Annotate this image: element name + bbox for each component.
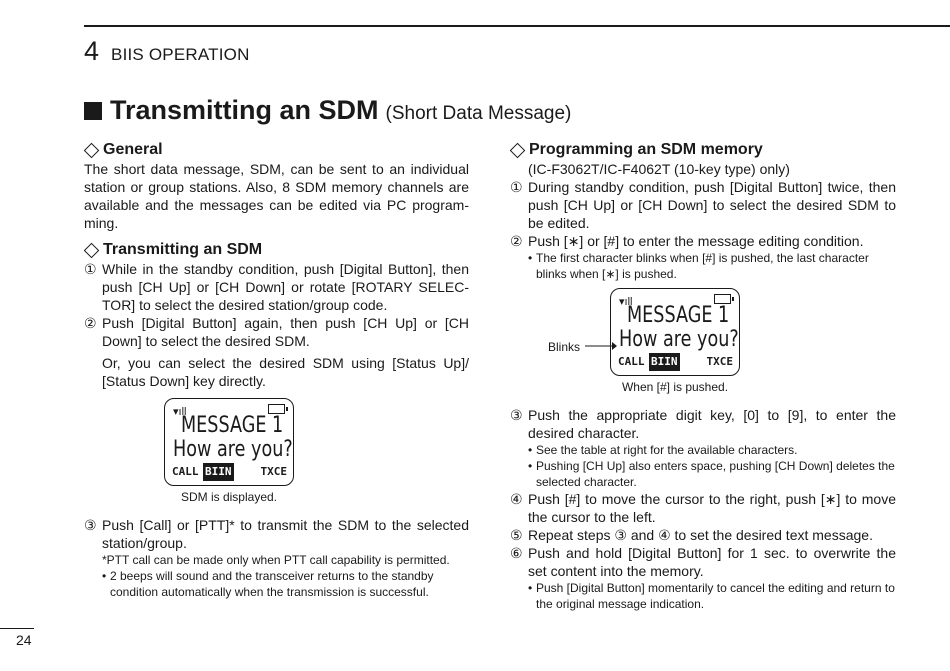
general-text: The short data message, SDM, can be sent to an individual station or group stations. Also, 8 SDM memory channels are available and the messages can be edited via PC program-ming. <box>84 161 469 231</box>
page-number: 24 <box>16 632 32 648</box>
chapter-title: BIIS OPERATION <box>111 45 250 64</box>
program-step-3: ③ Push the appropriate digit key, [0] to [9], to enter the desired character. <box>510 407 896 441</box>
diamond-icon <box>84 242 100 258</box>
transmit-step-3: ③ Push [Call] or [PTT]* to transmit the SDM to the selected station/group. <box>84 517 469 551</box>
program-step-2-note: • The first character blinks when [#] is pushed, the last character blinks when [∗] is pushed. <box>528 251 869 281</box>
transmit-note-1: *PTT call can be made only when PTT call capability is permitted. <box>102 553 450 567</box>
transmit-step-1: ① While in the standby condition, push [Digital Button], then push [CH Up] or [CH Down] or rotate [ROTARY SELEC-TOR] to select the desired station/group code. <box>84 261 469 313</box>
right-column <box>510 140 896 612</box>
program-step-5: ⑤ Repeat steps ③ and ④ to set the desired text message. <box>510 527 873 543</box>
transmit-heading: Transmitting an SDM <box>84 240 469 260</box>
lcd-display <box>610 288 740 376</box>
left-column <box>84 140 469 600</box>
lcd-line-1: MESSAGE 1 <box>627 303 730 328</box>
lcd-line-1: MESSAGE 1 <box>181 413 284 438</box>
lcd-txce-indicator: TXCE <box>706 355 733 368</box>
section-title: Transmitting an SDM <box>110 95 379 125</box>
lcd-caption: When [#] is pushed. <box>621 380 729 394</box>
lcd-biin-indicator: BIIN <box>649 353 680 371</box>
chapter-header <box>84 36 250 66</box>
lcd-display <box>164 398 294 486</box>
lcd-biin-indicator: BIIN <box>203 463 234 481</box>
lcd-line-2: How are you? <box>173 437 293 462</box>
lcd-figure-left <box>84 390 469 516</box>
programming-heading: Programming an SDM memory <box>510 140 896 160</box>
header-rule <box>84 25 950 27</box>
section-heading <box>84 95 571 126</box>
lcd-caption: SDM is displayed. <box>180 490 278 504</box>
program-step-3-note-b: • Pushing [CH Up] also enters space, pushing [CH Down] deletes the selected character. <box>528 459 895 489</box>
lcd-txce-indicator: TXCE <box>260 465 287 478</box>
general-heading: General <box>84 140 469 160</box>
program-step-3-note-a: • See the table at right for the available characters. <box>528 443 798 457</box>
section-subtitle: (Short Data Message) <box>385 103 572 124</box>
programming-model-note: (IC-F3062T/IC-F4062T (10-key type) only) <box>528 161 790 177</box>
program-step-6-note: • Push [Digital Button] momentarily to cancel the editing and return to the original message indication. <box>528 581 895 611</box>
program-step-1: ① During standby condition, push [Digital Button] twice, then push [CH Up] or [CH Down] to select the desired SDM to be edited. <box>510 179 896 231</box>
diamond-icon <box>84 142 100 158</box>
program-step-2: ② Push [∗] or [#] to enter the message editing condition. <box>510 233 864 249</box>
chapter-number: 4 <box>84 36 100 66</box>
lcd-call-indicator: CALL <box>172 465 199 478</box>
diamond-icon <box>510 142 526 158</box>
signal-icon: ▾ıll <box>173 406 187 418</box>
program-step-4: ④ Push [#] to move the cursor to the right, push [∗] to move the cursor to the left. <box>510 491 896 525</box>
lcd-line-2: How are you? <box>619 327 739 352</box>
signal-icon: ▾ıll <box>619 296 633 308</box>
transmit-step-2-extra: Or, you can select the desired SDM using [Status Up]/ [Status Down] key directly. <box>102 355 469 389</box>
lcd-figure-right <box>510 282 896 406</box>
lcd-call-indicator: CALL <box>618 355 645 368</box>
footer-rule <box>0 628 34 629</box>
square-bullet-icon <box>84 102 102 120</box>
transmit-step-2: ② Push [Digital Button] again, then push [CH Up] or [CH Down] to select the desired SDM. <box>84 315 469 349</box>
blinks-label: Blinks <box>548 340 581 354</box>
program-step-6: ⑥ Push and hold [Digital Button] for 1 sec. to overwrite the set content into the memory. <box>510 545 896 579</box>
blinks-arrow-icon <box>585 338 617 352</box>
transmit-note-2: • 2 beeps will sound and the transceiver returns to the standby condition automatically when the transmission is successful. <box>102 569 434 599</box>
